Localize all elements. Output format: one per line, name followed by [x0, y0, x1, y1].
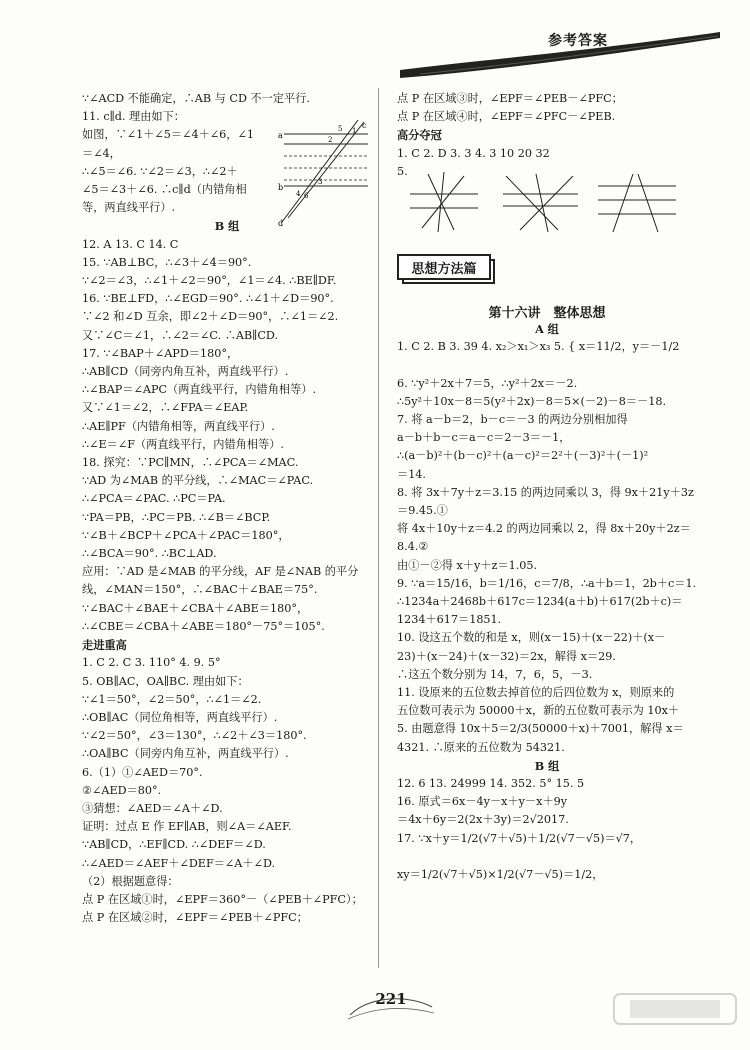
text-line: 1234＋617＝1851. [397, 613, 502, 627]
text-line: 17. ∵x＋y＝1/2(√7＋√5)＋1/2(√7－√5)＝√7， [397, 831, 642, 845]
fig-label-6: 6 [304, 192, 309, 200]
text-line: a－b＋b－c＝a－c＝2－3＝－1， [397, 431, 571, 445]
text-line: ＝4x＋6y＝2(2x＋3y)＝2√2017. [397, 813, 569, 827]
text-line: ∴∠AED＝∠AEF＋∠DEF＝∠A＋∠D. [82, 856, 276, 870]
lecture-title: 第十六讲 整体思想 [488, 306, 606, 321]
text-line: 12. 6 13. 24999 14. 352. 5° 15. 5 [397, 777, 585, 791]
text-line: 17. ∵∠BAP＋∠APD＝180°， [82, 346, 239, 360]
text-line: ∴AE∥PF（内错角相等，两直线平行）. [82, 419, 275, 433]
text-line: 7. 将 a－b＝2，b－c＝－3 的两边分别相加得 [397, 413, 628, 426]
fig-label-a: a [278, 131, 283, 140]
text-line: ∵PA＝PB，∴PC＝PB. ∴∠B＝∠BCP. [82, 510, 271, 524]
right-column-top [397, 90, 697, 181]
text-line: 点 P 在区域②时，∠EPF＝∠PEB＋∠PFC； [82, 911, 308, 925]
text-line: 9. ∵a＝15/16，b＝1/16，c＝7/8，∴a＋b＝1，2b＋c＝1. [397, 576, 697, 590]
text-line: ∵∠1＝50°，∠2＝50°，∴∠1＝∠2. [82, 692, 262, 706]
text-line: 11. c∥d. 理由如下： [82, 110, 185, 124]
text-line: 1. C 2. D 3. 3 4. 3 10 20 32 [397, 146, 550, 160]
text-line: B 组 [534, 758, 560, 773]
text-line: ＝14. [397, 467, 426, 481]
text-line: 又∵∠C＝∠1，∴∠2＝∠C. ∴AB∥CD. [82, 328, 279, 342]
text-line: 又∵∠1＝∠2，∴∠FPA＝∠EAP. [82, 401, 249, 415]
text-line: 8. 将 3x＋7y＋z＝3.15 的两边同乘以 3，得 9x＋21y＋3z [397, 485, 694, 499]
line-arrangement-figures [408, 172, 678, 234]
text-line: 16. ∵BE⊥FD，∴∠EGD＝90°. ∴∠1＋∠D＝90°. [82, 292, 334, 306]
text-line: 证明：过点 E 作 EF∥AB，则∠A＝∠AEF. [82, 820, 292, 834]
text-line: 如图，∵∠1＋∠5＝∠4＋∠6，∠1 [82, 128, 254, 142]
text-line: ∵∠2＝∠3，∴∠1＋∠2＝90°，∠1＝∠4. ∴BE∥DF. [82, 274, 337, 288]
text-line: 4321. ∴原来的五位数为 54321. [397, 740, 565, 754]
text-line: 应用：∵AD 是∠MAB 的平分线，AF 是∠NAB 的平分 [82, 565, 359, 579]
text-line: 点 P 在区域③时，∠EPF＝∠PEB－∠PFC； [397, 92, 623, 105]
fig-label-c: c [362, 121, 367, 130]
text-line: 15. ∵AB⊥BC，∴∠3＋∠4＝90°. [82, 255, 252, 269]
text-line: 点 P 在区域④时，∠EPF＝∠PFC－∠PEB. [397, 110, 616, 124]
page-number: 221 [375, 990, 407, 1008]
text-line [397, 848, 697, 866]
text-line: 5. 由题意得 10x＋5＝2/3(50000＋x)＋7001，解得 x＝ [397, 722, 684, 736]
text-line: xy＝1/2(√7＋√5)×1/2(√7－√5)＝1/2， [397, 868, 604, 882]
text-line: ∴∠CBE＝∠CBA＋∠ABE＝180°－75°＝105°. [82, 619, 325, 633]
text-line: ＝∠4， [82, 146, 121, 160]
text-line: ∴∠E＝∠F（两直线平行，内错角相等）. [82, 437, 284, 451]
text-line: ＝9.45.① [397, 504, 448, 518]
text-line: ∵∠2＝50°，∠3＝130°，∴∠2＋∠3＝180°. [82, 729, 307, 743]
column-divider [378, 88, 379, 968]
text-line: ∴1234a＋2468b＋617c＝1234(a＋b)＋617(2b＋c)＝ [397, 595, 683, 609]
text-line: 6.（1）①∠AED＝70°. [82, 765, 203, 779]
text-line: 高分夺冠 [397, 128, 442, 143]
fig-label-b: b [278, 183, 284, 192]
text-line: 将 4x＋10y＋z＝4.2 的两边同乘以 2，得 8x＋20y＋2z＝ [397, 522, 691, 536]
text-line: 5. [397, 164, 408, 178]
text-line: （2）根据题意得： [82, 874, 179, 888]
text-line: 1. C 2. C 3. 110° 4. 9. 5° [82, 656, 221, 670]
fig-label-3: 3 [318, 178, 323, 186]
text-line: ∴∠BCA＝90°. ∴BC⊥AD. [82, 547, 217, 561]
text-line: ∴AB∥CD（同旁内角互补，两直线平行）. [82, 365, 289, 379]
text-line: 点 P 在区域①时，∠EPF＝360°－（∠PEB＋∠PFC）； [82, 892, 363, 906]
text-line: 6. ∵y²＋2x＋7＝5，∴y²＋2x＝－2. [397, 376, 578, 390]
text-line: ∴OA∥BC（同旁内角互补，两直线平行）. [82, 747, 289, 761]
text-line: ∵∠BAC＋∠BAE＋∠CBA＋∠ABE＝180°， [82, 601, 309, 615]
text-line: 8.4.② [397, 540, 429, 554]
text-line [397, 356, 697, 374]
text-line: ∴5y²＋10x－8＝5(y²＋2x)－8＝5×(－2)－8＝－18. [397, 394, 667, 408]
text-line: ∵AD 为∠MAB 的平分线，∴∠MAC＝∠PAC. [82, 474, 314, 488]
fig-label-2: 2 [328, 136, 333, 144]
section-title-box: 思想方法篇 [397, 254, 491, 280]
text-line: ②∠AED＝80°. [82, 783, 162, 797]
text-line: 线，∠MAN＝150°，∴∠BAC＋∠BAE＝75°. [82, 583, 318, 597]
text-line: 等，两直线平行）. [82, 201, 176, 215]
text-line: 23)＋(x－24)＋(x－32)＝2x，解得 x＝29. [397, 649, 616, 663]
fig-label-1: 1 [352, 127, 357, 135]
text-line: ∵∠ACD 不能确定，∴AB 与 CD 不一定平行. [82, 92, 310, 105]
text-line: A 组 [535, 322, 559, 336]
text-line: B 组 [214, 219, 240, 234]
text-line: 12. A 13. C 14. C [82, 237, 179, 251]
text-line: 5. OB∥AC，OA∥BC. 理由如下： [82, 674, 249, 688]
text-line: ∴这五个数分别为 14，7，6，5，－3. [397, 667, 593, 681]
text-line: ∵∠B＋∠BCP＋∠PCA＋∠PAC＝180°， [82, 528, 290, 542]
text-line: 走进重高 [82, 638, 127, 653]
right-column-bottom [397, 320, 697, 884]
text-line: ∵∠2 和∠D 互余，即∠2＋∠D＝90°，∴∠1＝∠2. [82, 310, 339, 324]
fig-label-4: 4 [296, 190, 301, 198]
text-line: ∴OB∥AC（同位角相等，两直线平行）. [82, 710, 278, 724]
text-line: 11. 设原来的五位数去掉首位的后四位数为 x，则原来的 [397, 686, 675, 700]
text-line: 1. C 2. B 3. 39 4. x₂＞x₁＞x₃ 5. { x＝11/2，y＝－1/2 [397, 340, 680, 354]
text-line: 五位数可表示为 50000＋x，新的五位数可表示为 10x＋ [397, 704, 680, 718]
text-line: 由①－②得 x＋y＋z＝1.05. [397, 558, 538, 572]
text-line: ∠5＝∠3＋∠6. ∴c∥d（内错角相 [82, 183, 247, 197]
fig-label-d: d [278, 219, 284, 228]
text-line: ∴(a－b)²＋(b－c)²＋(a－c)²＝2²＋(－3)²＋(－1)² [397, 449, 649, 463]
text-line: ∵AB∥CD，∴EF∥CD. ∴∠DEF＝∠D. [82, 838, 266, 852]
header-title: 参考答案 [548, 33, 608, 49]
text-line: 10. 设这五个数的和是 x，则(x－15)＋(x－22)＋(x－ [397, 631, 666, 645]
text-line: ∴∠PCA＝∠PAC. ∴PC＝PA. [82, 492, 226, 506]
fig-label-5: 5 [338, 125, 343, 133]
watermark-logo [610, 990, 740, 1046]
text-line: ③猜想：∠AED＝∠A＋∠D. [82, 801, 223, 815]
text-line: 16. 原式＝6x－4y－x＋y－x＋9y [397, 795, 568, 809]
text-line: ∴∠BAP＝∠APC（两直线平行，内错角相等）. [82, 383, 317, 397]
text-line: ∴∠5＝∠6. ∵∠2＝∠3，∴∠2＋ [82, 164, 238, 178]
text-line: 18. 探究：∵PC∥MN，∴∠PCA＝∠MAC. [82, 456, 299, 470]
parallel-lines-figure [278, 118, 370, 228]
